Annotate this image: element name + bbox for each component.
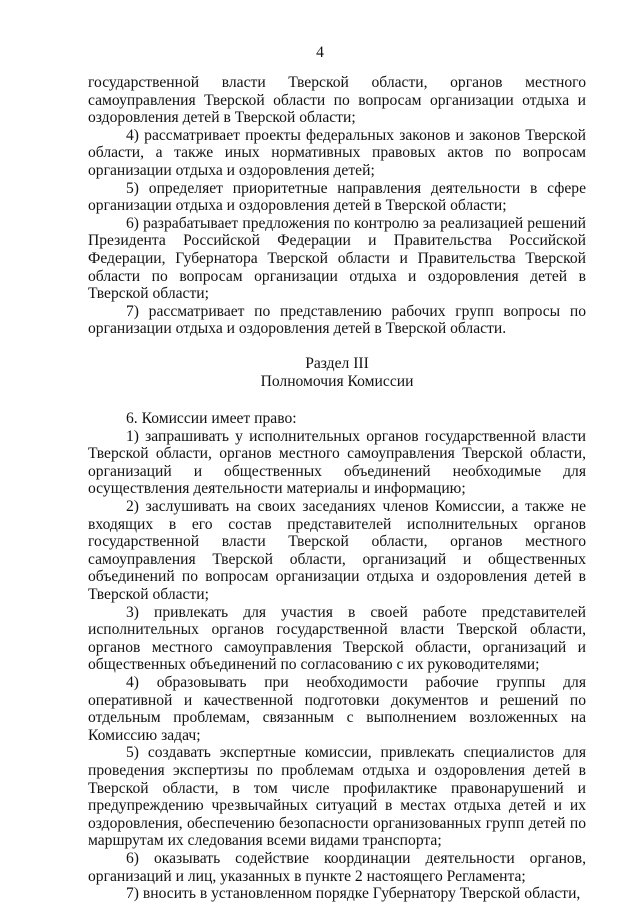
clause-6-item-3: 3) привлекать для участия в своей работе представителей исполнительных органов государственной власти Тверской области, органов местного самоуправления Тверской области, организаций и общественных объединений по согласованию с их руководителями;	[88, 603, 586, 674]
paragraph-item-5: 5) определяет приоритетные направления деятельности в сфере организации отдыха и оздоровления детей в Тверской области;	[88, 179, 586, 215]
clause-6-item-5: 5) создавать экспертные комиссии, привлекать специалистов для проведения экспертизы по проблемам отдыха и оздоровления детей в Тверской области, в том числе профилактике правонарушений и предупреждению чрезвычайных ситуаций в местах отдыха детей и их оздоровления, обеспечению безопасности организованных групп детей по маршрутам их следования всеми видами транспорта;	[88, 744, 586, 850]
paragraph-item-4: 4) рассматривает проекты федеральных законов и законов Тверской области, а также иных нормативных правовых актов по вопросам организации отдыха и оздоровления детей;	[88, 126, 586, 179]
document-body	[88, 74, 586, 903]
paragraph-continuation: государственной власти Тверской области, органов местного самоуправления Тверской области по вопросам организации отдыха и оздоровления детей в Тверской области;	[88, 74, 586, 127]
clause-6-item-2: 2) заслушивать на своих заседаниях членов Комиссии, а также не входящих в его состав представителей исполнительных органов государственной власти Тверской области, органов местного самоуправления Тверской области, организаций и общественных объединений по вопросам организации отдыха и оздоровления детей в Тверской области;	[88, 498, 586, 604]
paragraph-item-7: 7) рассматривает по представлению рабочих групп вопросы по организации отдыха и оздоровления детей в Тверской области.	[88, 302, 586, 338]
clause-6-item-6: 6) оказывать содействие координации деятельности органов, организаций и лиц, указанных в пункте 2 настоящего Регламента;	[88, 849, 586, 885]
clause-6-heading: 6. Комиссии имеет право:	[126, 410, 297, 428]
section-number: Раздел III	[305, 354, 369, 372]
clause-6-item-1: 1) запрашивать у исполнительных органов государственной власти Тверской области, органов местного самоуправления Тверской области, организаций и общественных объединений необходимые для осуществления деятельности материалы и информацию;	[88, 427, 586, 498]
section-title: Полномочия Комиссии	[260, 372, 414, 390]
paragraph-item-6: 6) разрабатывает предложения по контролю за реализацией решений Президента Российской Федерации и Правительства Российской Федерации, Губернатора Тверской области и Правительства Тверской области по вопросам организации отдыха и оздоровления детей в Тверской области;	[88, 214, 586, 303]
page-number: 4	[316, 44, 324, 61]
clause-6-item-4: 4) образовывать при необходимости рабочие группы для оперативной и качественной подготовки документов и решений по отдельным проблемам, связанным с выполнением возложенных на Комиссию задач;	[88, 674, 586, 744]
clause-6-item-7: 7) вносить в установленном порядке Губернатору Тверской области,	[126, 885, 581, 903]
